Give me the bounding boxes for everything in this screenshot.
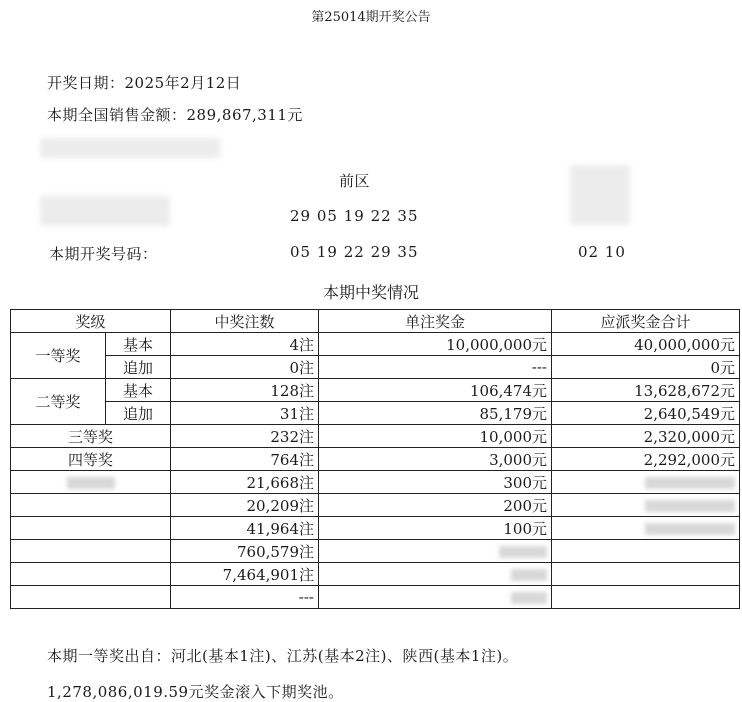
winner-count: 4注 [171,333,319,356]
header-single-prize: 单注奖金 [319,310,552,333]
prize-level-redacted [11,517,171,540]
winner-count: 760,579注 [171,540,319,563]
total-prize-redacted [552,471,740,494]
winner-count: 128注 [171,379,319,402]
single-prize-redacted [319,586,552,609]
prize-level: 一等奖 [11,333,106,379]
table-row [11,425,740,448]
prize-level: 二等奖 [11,379,106,425]
winner-count: 232注 [171,425,319,448]
table-row [11,586,740,609]
winner-count: 0注 [171,356,319,379]
single-prize: 106,474元 [319,379,552,402]
winner-count: 7,464,901注 [171,563,319,586]
header-level: 奖级 [11,310,171,333]
prize-level-redacted [11,540,171,563]
prize-level: 三等奖 [11,425,171,448]
table-row [11,540,740,563]
jackpot-rollover: 1,278,086,019.59元奖金滚入下期奖池。 [47,683,344,701]
header-count: 中奖注数 [171,310,319,333]
table-row [11,448,740,471]
winner-count: 31注 [171,402,319,425]
prize-type: 追加 [106,402,171,425]
single-prize-redacted [319,540,552,563]
winner-count: 20,209注 [171,494,319,517]
draw-date: 开奖日期：2025年2月12日 [47,74,242,92]
winner-count: 21,668注 [171,471,319,494]
single-prize: 85,179元 [319,402,552,425]
table-row [11,402,740,425]
table-row [11,494,740,517]
prize-type: 追加 [106,356,171,379]
single-prize: 10,000元 [319,425,552,448]
section-title: 本期中奖情况 [322,283,419,302]
table-row [11,517,740,540]
redacted-area [40,196,170,226]
back-numbers: 02 10 [578,243,626,261]
redacted-area [40,138,220,158]
total-prize-redacted [552,540,740,563]
table-row [11,356,740,379]
single-prize: 300元 [319,471,552,494]
total-prize-redacted [552,563,740,586]
total-prize-redacted [552,586,740,609]
total-prize-redacted [552,517,740,540]
table-row [11,563,740,586]
single-prize-redacted [319,563,552,586]
winner-count: 41,964注 [171,517,319,540]
single-prize: --- [319,356,552,379]
winner-count: 764注 [171,448,319,471]
header-total-prize: 应派奖金合计 [552,310,740,333]
total-prize: 0元 [552,356,740,379]
prize-type: 基本 [106,333,171,356]
table-row [11,471,740,494]
total-prize: 2,292,000元 [552,448,740,471]
prize-level-redacted [11,494,171,517]
total-prize: 40,000,000元 [552,333,740,356]
table-row [11,333,740,356]
table-row [11,379,740,402]
front-area-label: 前区 [339,172,371,190]
redacted-area [570,165,630,225]
single-prize: 10,000,000元 [319,333,552,356]
prize-type: 基本 [106,379,171,402]
prize-table [10,309,740,609]
front-numbers: 05 19 22 29 35 [290,243,419,261]
prize-level-redacted [11,563,171,586]
front-numbers-draw-order: 29 05 19 22 35 [290,207,419,225]
prize-level: 四等奖 [11,448,171,471]
sales-amount: 本期全国销售金额：289,867,311元 [47,106,303,124]
total-prize: 13,628,672元 [552,379,740,402]
draw-numbers-label: 本期开奖号码： [49,245,158,263]
notice-title: 第25014期开奖公告 [311,10,431,25]
total-prize: 2,320,000元 [552,425,740,448]
total-prize: 2,640,549元 [552,402,740,425]
winner-count: --- [171,586,319,609]
prize-level-redacted [11,471,171,494]
single-prize: 3,000元 [319,448,552,471]
first-prize-regions: 本期一等奖出自：河北(基本1注)、江苏(基本2注)、陕西(基本1注)。 [47,647,519,665]
prize-level-redacted [11,586,171,609]
single-prize: 100元 [319,517,552,540]
single-prize: 200元 [319,494,552,517]
table-header-row [11,310,740,333]
total-prize-redacted [552,494,740,517]
